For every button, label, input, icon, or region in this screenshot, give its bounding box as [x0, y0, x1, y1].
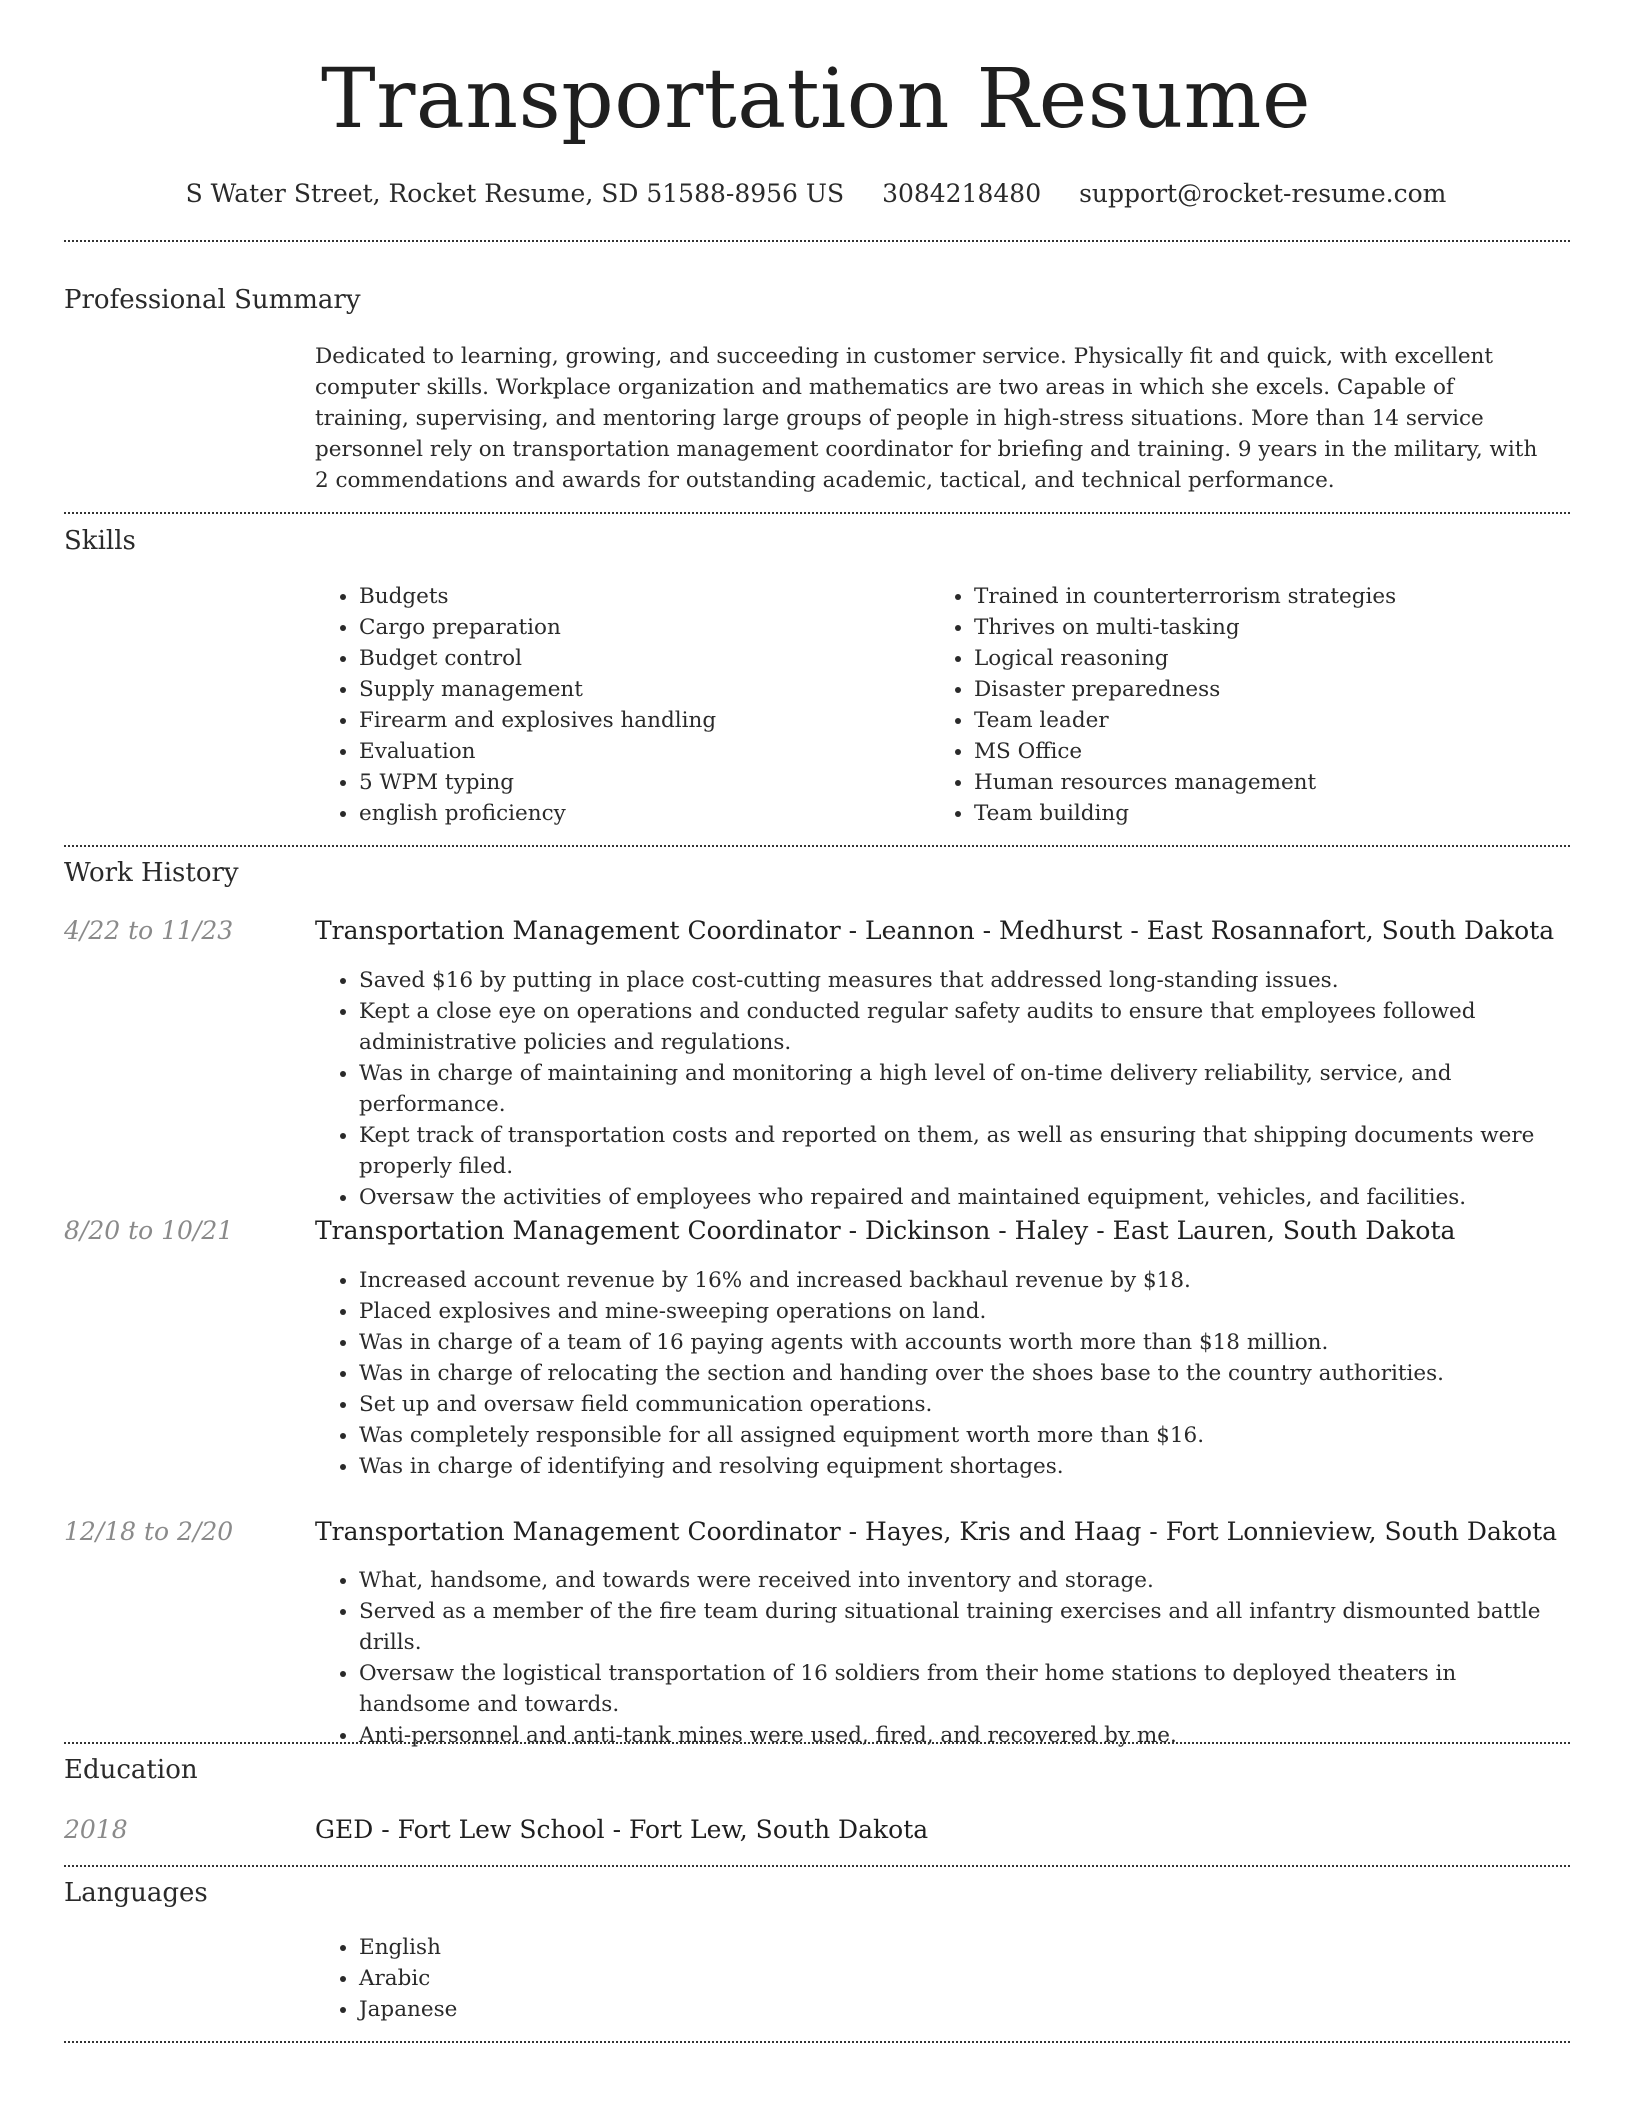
- skill-item: • english proficiency: [359, 798, 930, 829]
- skill-item: • Trained in counterterrorism strategies: [974, 581, 1545, 612]
- skills-column-left: [315, 581, 930, 829]
- skill-item: • Budgets: [359, 581, 930, 612]
- job-bullet-list: [315, 1265, 1545, 1482]
- job-bullet-list: [315, 1565, 1545, 1751]
- job-title: Transportation Management Coordinator - Hayes, Kris and Haag - Fort Lonnieview, South Dakota: [315, 1517, 1558, 1546]
- job-bullet: • What, handsome, and towards were received into inventory and storage.: [359, 1565, 1545, 1596]
- summary-section: [315, 341, 1545, 496]
- skill-item: • Supply management: [359, 674, 930, 705]
- job-bullet: • Kept a close eye on operations and conducted regular safety audits to ensure that employees followed administrative policies and regulations.: [359, 996, 1545, 1058]
- skill-item: • Disaster preparedness: [974, 674, 1545, 705]
- language-item: • English: [359, 1932, 1545, 1963]
- job-bullet-list: [315, 965, 1545, 1213]
- job-duties: [315, 965, 1545, 1213]
- language-item: • Japanese: [359, 1994, 1545, 2025]
- skill-item: • Team leader: [974, 705, 1545, 736]
- contact-phone: 3084218480: [882, 179, 1042, 208]
- job-bullet: • Kept track of transportation costs and reported on them, as well as ensuring that shipping documents were properly filed.: [359, 1120, 1545, 1182]
- skill-item: • Human resources management: [974, 767, 1545, 798]
- job-duties: [315, 1265, 1545, 1482]
- resume-header: [0, 0, 1632, 210]
- language-item: • Arabic: [359, 1963, 1545, 1994]
- job-bullet: • Anti-personnel and anti-tank mines were used, fired, and recovered by me.: [359, 1720, 1545, 1751]
- languages-section: [315, 1932, 1545, 2025]
- languages-heading: Languages: [64, 1878, 208, 1908]
- job-title: Transportation Management Coordinator - Dickinson - Haley - East Lauren, South Dakota: [315, 1216, 1456, 1245]
- job-title: Transportation Management Coordinator - Leannon - Medhurst - East Rosannafort, South Dakota: [315, 916, 1555, 945]
- skill-item: • Logical reasoning: [974, 643, 1545, 674]
- skills-column-right: [930, 581, 1545, 829]
- skill-item: • Budget control: [359, 643, 930, 674]
- job-bullet: • Oversaw the logistical transportation of 16 soldiers from their home stations to deployed theaters in handsome and towards.: [359, 1658, 1545, 1720]
- skill-item: • 5 WPM typing: [359, 767, 930, 798]
- skill-item: • Cargo preparation: [359, 612, 930, 643]
- job-dates: 4/22 to 11/23: [64, 916, 234, 945]
- skill-item: • MS Office: [974, 736, 1545, 767]
- job-dates: 12/18 to 2/20: [64, 1517, 234, 1546]
- work-history-heading: Work History: [64, 858, 239, 888]
- job-bullet: • Oversaw the activities of employees who repaired and maintained equipment, vehicles, and facilities.: [359, 1182, 1545, 1213]
- job-bullet: • Placed explosives and mine-sweeping operations on land.: [359, 1296, 1545, 1327]
- education-year: 2018: [64, 1815, 128, 1844]
- job-bullet: • Was in charge of relocating the section and handing over the shoes base to the country authorities.: [359, 1358, 1545, 1389]
- skill-item: • Thrives on multi-tasking: [974, 612, 1545, 643]
- languages-list: [315, 1932, 1545, 2025]
- contact-address: S Water Street, Rocket Resume, SD 51588-8956 US: [185, 179, 845, 208]
- page-title: Transportation Resume: [321, 52, 1311, 147]
- section-divider: [64, 845, 1570, 847]
- job-bullet: • Was in charge of maintaining and monitoring a high level of on-time delivery reliability, service, and performance.: [359, 1058, 1545, 1120]
- skill-item: • Firearm and explosives handling: [359, 705, 930, 736]
- section-divider: [64, 1865, 1570, 1867]
- job-bullet: • Increased account revenue by 16% and increased backhaul revenue by $18.: [359, 1265, 1545, 1296]
- job-duties: [315, 1565, 1545, 1751]
- section-divider: [64, 512, 1570, 514]
- job-dates: 8/20 to 10/21: [64, 1216, 234, 1245]
- section-divider: [64, 2041, 1570, 2043]
- skills-heading: Skills: [64, 526, 136, 556]
- job-bullet: • Served as a member of the fire team during situational training exercises and all infantry dismounted battle drills.: [359, 1596, 1545, 1658]
- job-bullet: • Saved $16 by putting in place cost-cutting measures that addressed long-standing issues.: [359, 965, 1545, 996]
- education-entry: GED - Fort Lew School - Fort Lew, South Dakota: [315, 1815, 929, 1844]
- section-divider: [64, 1742, 1570, 1744]
- contact-line: [0, 178, 1632, 210]
- section-divider: [64, 240, 1570, 242]
- skill-item: • Evaluation: [359, 736, 930, 767]
- skill-item: • Team building: [974, 798, 1545, 829]
- contact-email: support@rocket-resume.com: [1079, 179, 1447, 208]
- summary-heading: Professional Summary: [64, 285, 361, 315]
- job-bullet: • Was in charge of a team of 16 paying agents with accounts worth more than $18 million.: [359, 1327, 1545, 1358]
- job-bullet: • Was completely responsible for all assigned equipment worth more than $16.: [359, 1420, 1545, 1451]
- education-heading: Education: [64, 1755, 198, 1785]
- summary-text: Dedicated to learning, growing, and succeeding in customer service. Physically fit and quick, with excellent computer skills. Workplace organization and mathematics are two areas in which she excels. Capable of training, supervising, and mentoring large groups of people in high-stress situations. More than 14 service personnel rely on transportation management coordinator for briefing and training. 9 years in the military, with 2 commendations and awards for outstanding academic, tactical, and technical performance.: [315, 344, 1538, 493]
- skills-list: [315, 581, 1545, 829]
- job-bullet: • Set up and oversaw field communication operations.: [359, 1389, 1545, 1420]
- job-bullet: • Was in charge of identifying and resolving equipment shortages.: [359, 1451, 1545, 1482]
